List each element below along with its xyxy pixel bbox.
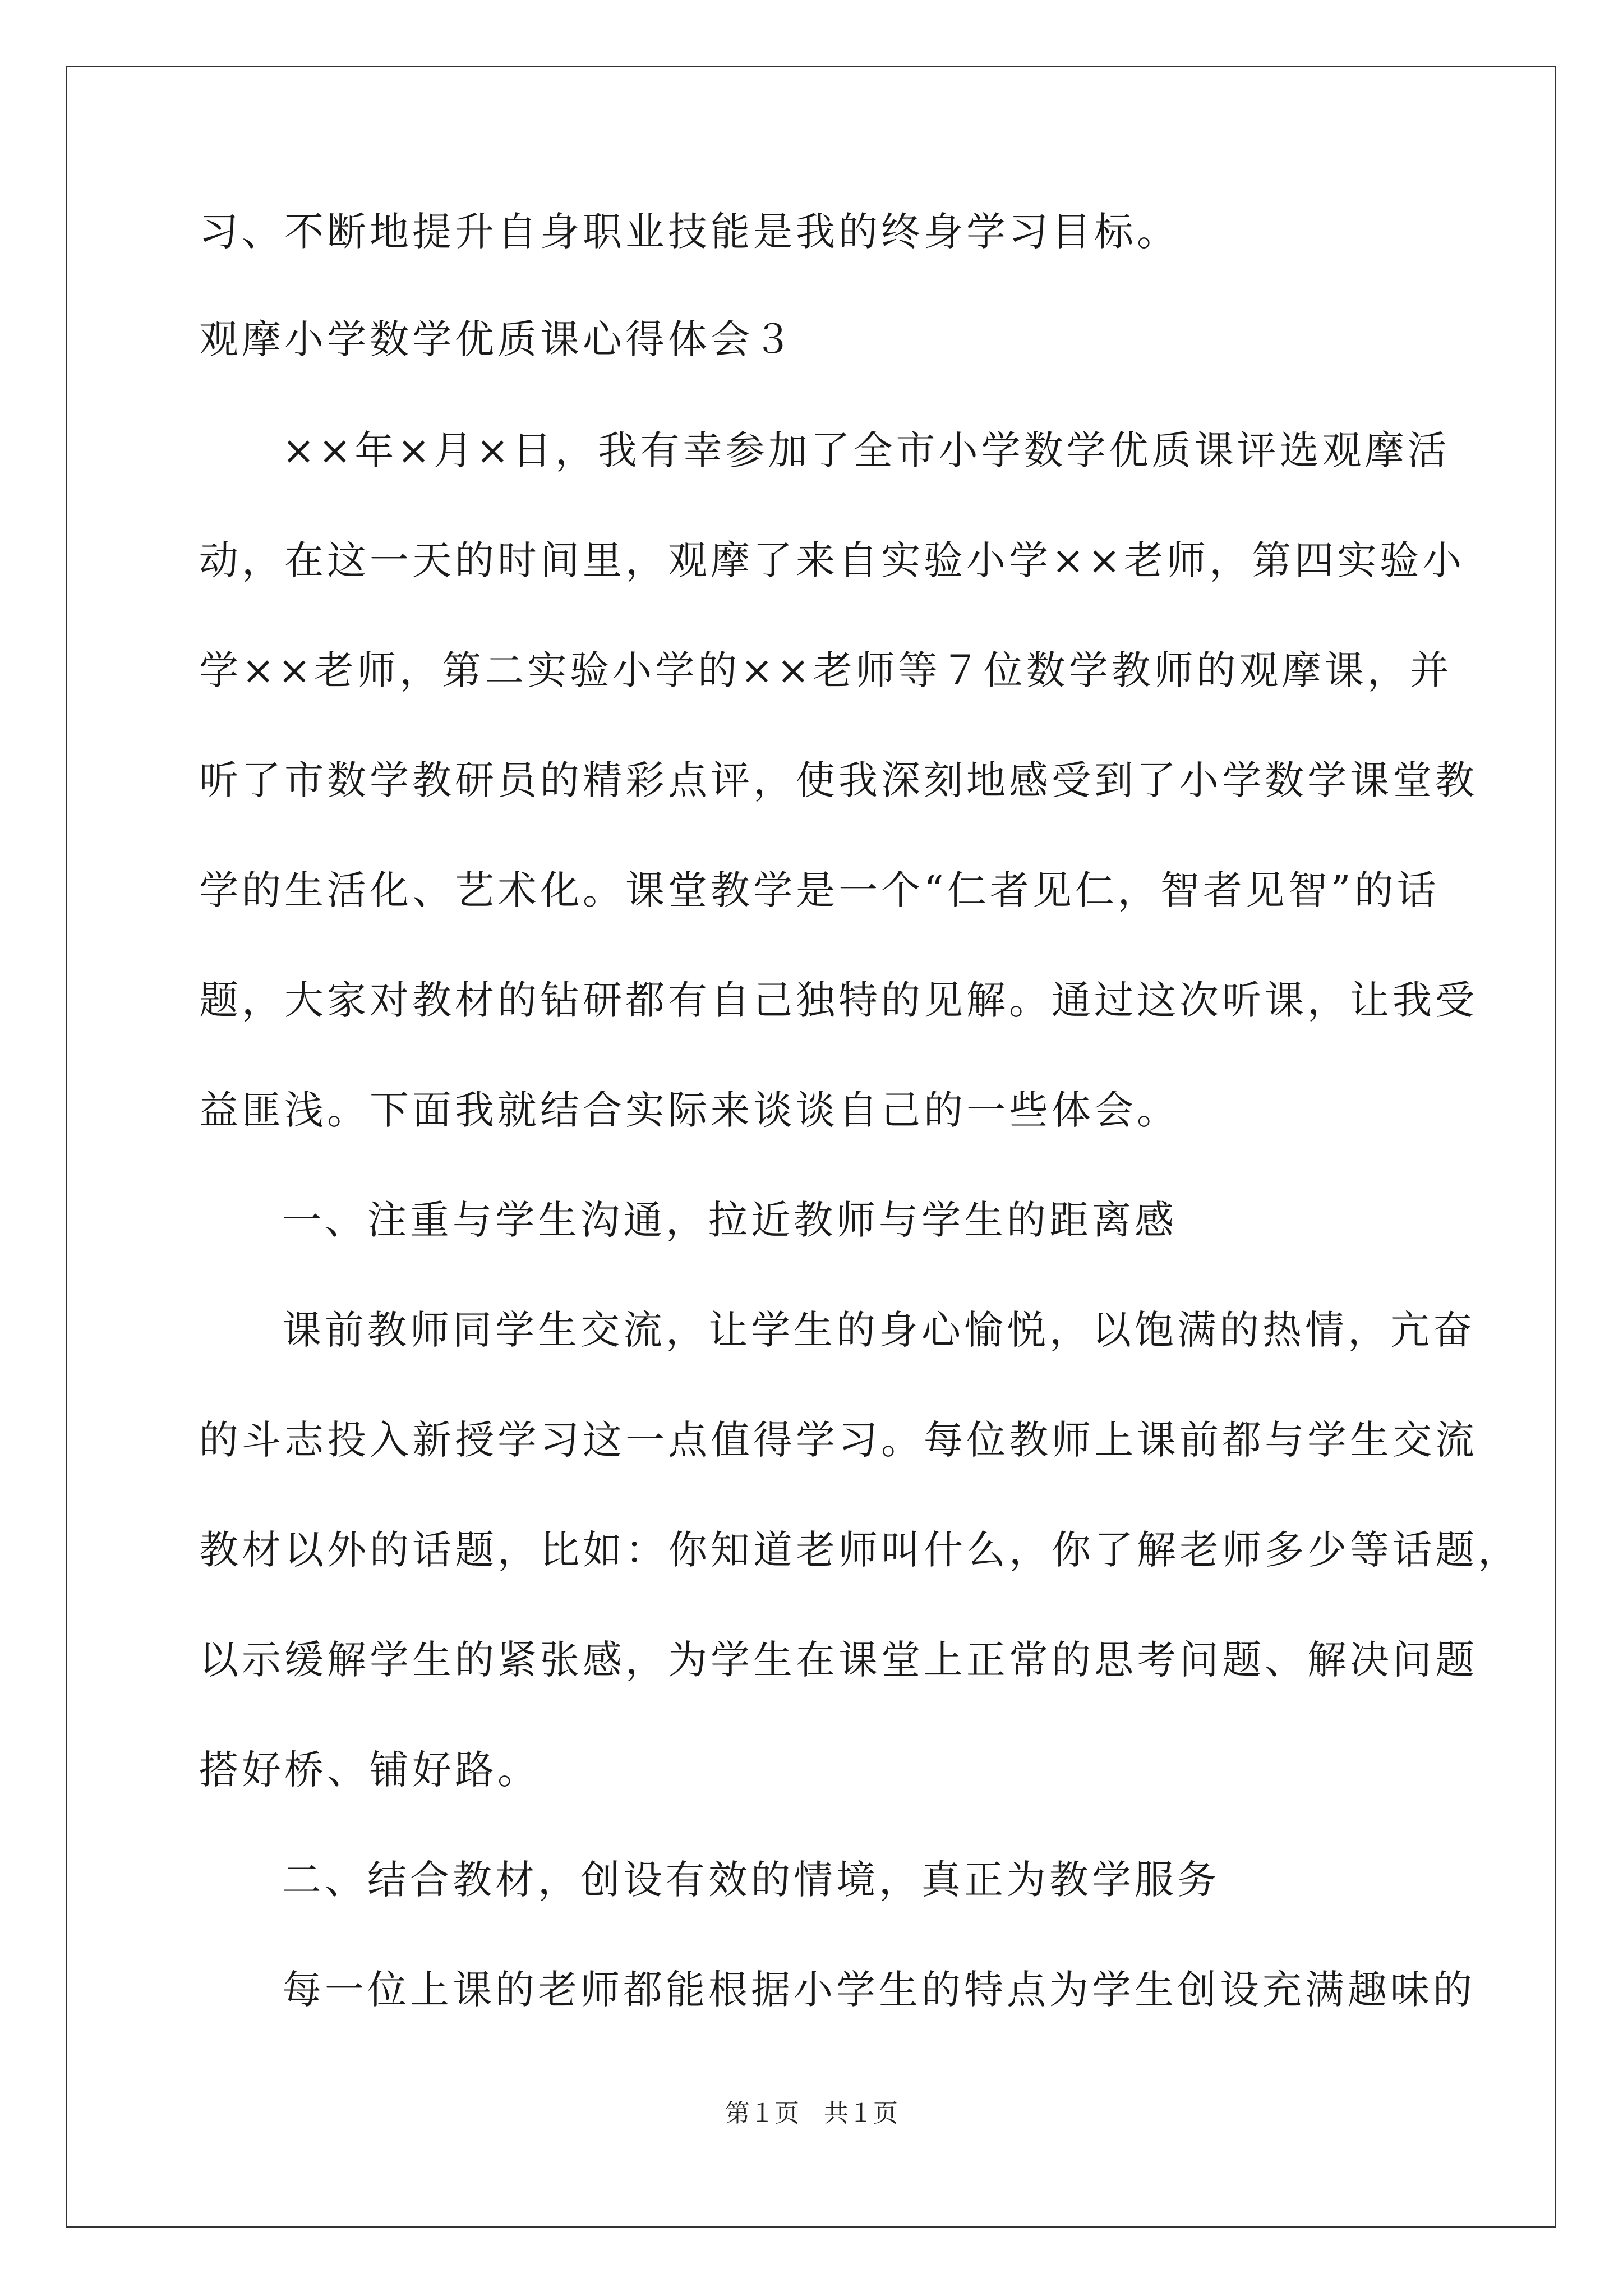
paragraph-line: 动，在这一天的时间里，观摩了来自实验小学××老师，第四实验小: [199, 537, 1465, 583]
paragraph-line: 题，大家对教材的钻研都有自己独特的见解。通过这次听课，让我受: [199, 977, 1478, 1023]
subheading: 一、注重与学生沟通，拉近教师与学生的距离感: [282, 1197, 1177, 1243]
page-number-footer: 第１页 共１页: [725, 2099, 898, 2128]
subheading: 二、结合教材，创设有效的情境，真正为教学服务: [282, 1857, 1220, 1903]
paragraph-line: 课前教师同学生交流，让学生的身心愉悦，以饱满的热情，亢奋: [282, 1307, 1476, 1353]
paragraph-line: 搭好桥、铺好路。: [199, 1747, 540, 1793]
paragraph-line: 学的生活化、艺术化。课堂教学是一个“仁者见仁，智者见智”的话: [199, 867, 1440, 913]
paragraph-line: 习、不断地提升自身职业技能是我的终身学习目标。: [199, 209, 1179, 255]
paragraph-line: 学××老师，第二实验小学的××老师等７位数学教师的观摩课，并: [199, 647, 1453, 693]
paragraph-line: 益匪浅。下面我就结合实际来谈谈自己的一些体会。: [199, 1087, 1179, 1133]
section-title: 观摩小学数学优质课心得体会３: [199, 316, 796, 362]
paragraph-line: 听了市数学教研员的精彩点评，使我深刻地感受到了小学数学课堂教: [199, 757, 1478, 803]
paragraph-line: 每一位上课的老师都能根据小学生的特点为学生创设充满趣味的: [282, 1967, 1476, 2013]
paragraph-line: 以示缓解学生的紧张感，为学生在课堂上正常的思考问题、解决问题: [199, 1637, 1478, 1683]
paragraph-line: 的斗志投入新授学习这一点值得学习。每位教师上课前都与学生交流: [199, 1417, 1478, 1463]
paragraph-line: ××年×月×日，我有幸参加了全市小学数学优质课评选观摩活: [282, 427, 1450, 473]
paragraph-line: 教材以外的话题，比如：你知道老师叫什么，你了解老师多少等话题，: [199, 1527, 1520, 1573]
